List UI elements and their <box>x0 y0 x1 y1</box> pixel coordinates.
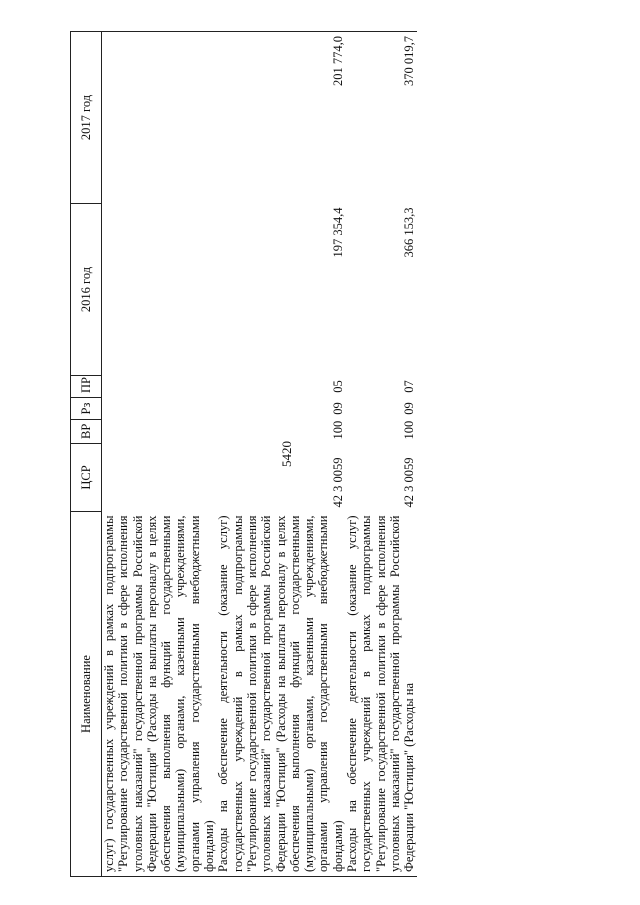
row-vr <box>102 420 217 444</box>
table-header-row <box>71 32 102 877</box>
header-name: Наименование <box>71 512 102 877</box>
budget-table-sheet <box>70 32 625 877</box>
row-name: услуг) государственных учреждений в рамках подпрограммы "Регулирование государственной политики в сфере исполнения уголовных наказаний" государственной программы Российской Федерации "Юстиция" (Расходы на выплаты персоналу в целях обеспечения выполнения функций государственными (муниципальными) органами, казенными учреждениями, органами управления государственными внебюджетными фондами) <box>102 512 217 877</box>
table-row <box>216 32 345 877</box>
row-2017: 370 019,7 <box>345 32 416 204</box>
row-rz <box>102 398 217 420</box>
table-row <box>345 32 416 877</box>
row-rz: 09 <box>330 402 345 415</box>
row-vr: 100 <box>402 420 417 440</box>
header-rz: Рз <box>71 398 102 420</box>
row-name: Расходы на обеспечение деятельности (оказание услуг) государственных учреждений в рамках подпрограммы "Регулирование государственной политики в сфере исполнения уголовных наказаний" государственной программы Российской Федерации "Юстиция" (Расходы на выплаты персоналу в целях обеспечения выполнения функций государственными (муниципальными) органами, казенными учреждениями, органами управления государственными внебюджетными фондами) <box>216 512 345 877</box>
row-csr: 42 3 0059 <box>330 457 345 508</box>
row-csr <box>102 444 217 512</box>
row-2016: 197 354,4 <box>330 207 345 258</box>
header-csr: ЦСР <box>71 444 102 512</box>
row-rz: 09 <box>402 402 417 415</box>
header-pr: ПР <box>71 376 102 398</box>
row-2017: 201 774,0 <box>216 32 345 204</box>
page-number: 5420 <box>279 441 294 467</box>
row-pr: 07 <box>402 380 417 393</box>
row-vr: 100 <box>330 420 345 440</box>
row-pr: 05 <box>330 380 345 393</box>
row-name: Расходы на обеспечение деятельности (оказание услуг) государственных учреждений в рамках подпрограммы "Регулирование государственной политики в сфере исполнения уголовных наказаний" государственной программы Российской Федерации "Юстиция" (Расходы на <box>345 512 416 877</box>
row-pr <box>102 376 217 398</box>
header-2016: 2016 год <box>71 204 102 376</box>
row-csr: 42 3 0059 <box>402 457 417 508</box>
header-vr: ВР <box>71 420 102 444</box>
row-2016: 366 153,3 <box>402 207 417 258</box>
header-2017: 2017 год <box>71 32 102 204</box>
table-row <box>102 32 217 877</box>
row-2016 <box>102 204 217 376</box>
budget-table <box>70 31 417 877</box>
row-2017 <box>102 32 217 204</box>
